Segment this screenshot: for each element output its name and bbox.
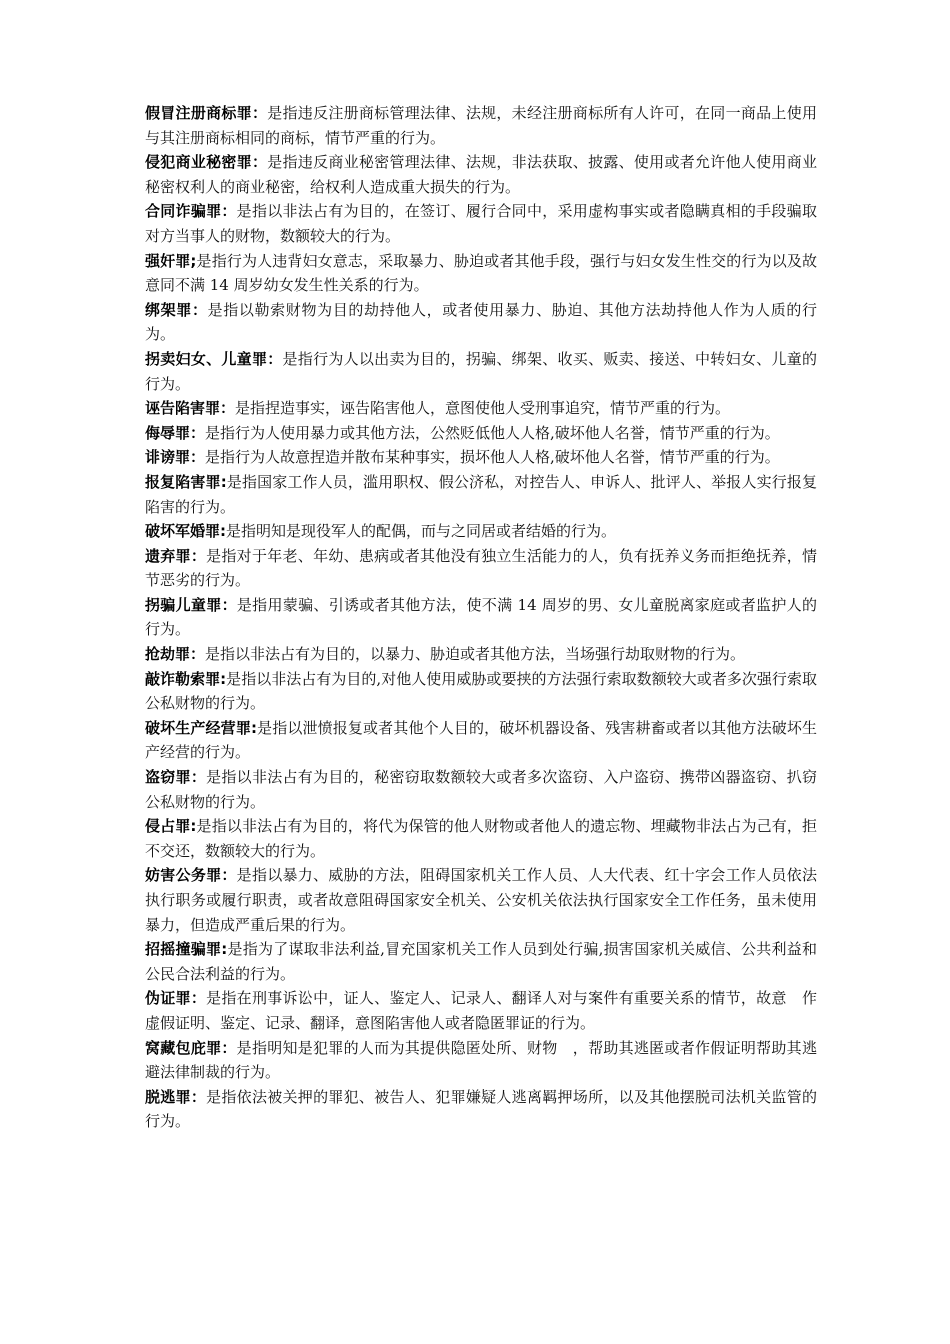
definition-term: 假冒注册商标罪 bbox=[145, 104, 252, 122]
definition-entry bbox=[145, 396, 817, 421]
definition-term: 合同诈骗罪 bbox=[145, 202, 222, 221]
definition-term: 盗窃罪 bbox=[145, 768, 191, 787]
definition-text: 是指违反商业秘密管理法律、法规，非法获取、披露、使用或者允许他人使用商业秘密权利人的商业秘密，给权利人造成重大损失的行为。 bbox=[145, 153, 817, 196]
term-separator: : bbox=[190, 817, 197, 836]
definition-entry bbox=[145, 470, 817, 519]
definition-term: 拐骗儿童罪 bbox=[145, 595, 222, 614]
definition-entry bbox=[145, 593, 817, 642]
definition-term: 遗弃罪 bbox=[145, 546, 191, 565]
term-separator: ： bbox=[221, 1038, 237, 1057]
definition-entry bbox=[145, 765, 817, 814]
term-separator: : bbox=[221, 940, 228, 959]
term-separator: : bbox=[220, 522, 227, 541]
definition-term: 诬告陷害罪 bbox=[145, 399, 221, 418]
definition-text: 是指以勒索财物为目的劫持他人，或者使用暴力、胁迫、其他方法劫持他人作为人质的行为。 bbox=[145, 300, 817, 344]
definition-term: 招摇撞骗罪 bbox=[145, 940, 222, 959]
definitions-list bbox=[145, 101, 817, 1134]
definition-text: 是指明知是犯罪的人而为其提供隐匿处所、财物 ，帮助其逃匿或者作假证明帮助其逃避法律制裁的行为。 bbox=[145, 1038, 817, 1082]
definition-term: 抢劫罪 bbox=[145, 645, 191, 664]
term-separator: ： bbox=[191, 300, 208, 319]
definition-text: 是指以非法占有为目的，秘密窃取数额较大或者多次盗窃、入户盗窃、携带凶器盗窃、扒窃公私财物的行为。 bbox=[145, 768, 817, 811]
definition-text: 是指为了谋取非法利益,冒充国家机关工作人员到处行骗,损害国家机关威信、公共利益和公民合法利益的行为。 bbox=[145, 940, 817, 983]
definition-term: 侮辱罪 bbox=[145, 423, 191, 442]
term-separator: ： bbox=[220, 399, 236, 418]
definition-text: 是指国家工作人员，滥用职权、假公济私，对控告人、申诉人、批评人、举报人实行报复陷害的行为。 bbox=[145, 472, 817, 516]
definition-text: 是指以泄愤报复或者其他个人目的，破坏机器设备、残害耕畜或者以其他方法破坏生产经营的行为。 bbox=[145, 718, 817, 762]
term-separator: ： bbox=[190, 768, 207, 787]
definition-text: 是指以非法占有为目的，在签订、履行合同中，采用虚构事实或者隐瞒真相的手段骗取对方当事人的财物，数额较大的行为。 bbox=[145, 202, 817, 245]
definition-text: 是指行为人以出卖为目的，拐骗、绑架、收买、贩卖、接送、中转妇女、儿童的行为。 bbox=[145, 349, 817, 393]
term-separator: ： bbox=[190, 1087, 207, 1106]
definition-text: 是指捏造事实，诬告陷害他人，意图使他人受刑事追究，情节严重的行为。 bbox=[235, 399, 731, 418]
definition-text: 是指用蒙骗、引诱或者其他方法，使不满 14 周岁的男、女儿童脱离家庭或者监护人的行为。 bbox=[145, 595, 817, 639]
definition-text: 是指行为人使用暴力或其他方法，公然贬低他人人格,破坏他人名誉，情节严重的行为。 bbox=[205, 423, 780, 442]
definition-term: 绑架罪 bbox=[145, 300, 192, 319]
term-separator: ： bbox=[221, 866, 237, 885]
term-separator: : bbox=[250, 718, 257, 737]
definition-text: 是指以暴力、威胁的方法，阻碍国家机关工作人员、人大代表、红十字会工作人员依法执行职务或履行职责，或者故意阻碍国家安全机关、公安机关依法执行国家安全工作任务，虽未使用暴力，但造成严重后果的行为。 bbox=[145, 866, 817, 934]
definition-text: 是指违反注册商标管理法律、法规，未经注册商标所有人许可，在同一商品上使用与其注册商标相同的商标，情节严重的行为。 bbox=[145, 104, 817, 147]
definition-entry bbox=[145, 667, 817, 716]
term-separator: : bbox=[220, 669, 227, 688]
definition-term: 强奸罪 bbox=[145, 251, 191, 270]
definition-entry bbox=[145, 716, 817, 765]
definition-term: 诽谤罪 bbox=[145, 448, 191, 467]
term-separator: ： bbox=[190, 448, 206, 467]
definition-text: 是指以非法占有为目的,对他人使用威胁或要挟的方法强行索取数额较大或者多次强行索取公私财物的行为。 bbox=[145, 669, 817, 713]
definition-entry bbox=[145, 986, 817, 1035]
definition-entry bbox=[145, 150, 817, 199]
definition-entry bbox=[145, 544, 817, 593]
definition-term: 妨害公务罪 bbox=[145, 866, 222, 885]
definition-term: 报复陷害罪 bbox=[145, 472, 221, 491]
definition-text: 是指行为人违背妇女意志，采取暴力、胁迫或者其他手段，强行与妇女发生性交的行为以及故意同不满 14 周岁幼女发生性关系的行为。 bbox=[145, 251, 817, 295]
definition-text: 是指以非法占有为目的，将代为保管的他人财物或者他人的遗忘物、埋藏物非法占为己有，拒不交还，数额较大的行为。 bbox=[145, 817, 817, 860]
definition-entry bbox=[145, 519, 817, 544]
definition-entry bbox=[145, 863, 817, 937]
term-separator: ： bbox=[221, 202, 237, 221]
term-separator: : bbox=[220, 472, 227, 491]
term-separator: ： bbox=[221, 595, 237, 614]
term-separator: ： bbox=[190, 423, 206, 442]
definition-term: 窝藏包庇罪 bbox=[145, 1038, 222, 1057]
definition-entry bbox=[145, 642, 817, 667]
definition-term: 侵占罪 bbox=[145, 817, 191, 836]
definition-term: 伪证罪 bbox=[145, 989, 191, 1008]
definition-entry bbox=[145, 445, 817, 470]
definition-text: 是指在刑事诉讼中，证人、鉴定人、记录人、翻译人对与案件有重要关系的情节，故意 作虚假证明、鉴定、记录、翻译，意图陷害他人或者隐匿罪证的行为。 bbox=[145, 989, 817, 1032]
definition-entry bbox=[145, 937, 817, 986]
definition-text: 是指明知是现役军人的配偶，而与之同居或者结婚的行为。 bbox=[226, 522, 617, 541]
definition-entry bbox=[145, 1036, 817, 1085]
term-separator: ： bbox=[190, 546, 207, 565]
definition-term: 脱逃罪 bbox=[145, 1087, 191, 1106]
definition-entry bbox=[145, 101, 817, 150]
definition-term: 侵犯商业秘密罪 bbox=[145, 153, 252, 172]
definition-term: 敲诈勒索罪 bbox=[145, 669, 221, 688]
definition-term: 破坏生产经营罪 bbox=[145, 718, 251, 737]
definition-text: 是指依法被关押的罪犯、被告人、犯罪嫌疑人逃离羁押场所，以及其他摆脱司法机关监管的行为。 bbox=[145, 1087, 817, 1131]
term-separator: ： bbox=[190, 989, 207, 1008]
definition-text: 是指以非法占有为目的，以暴力、胁迫或者其他方法，当场强行劫取财物的行为。 bbox=[205, 645, 746, 664]
definition-entry bbox=[145, 249, 817, 298]
definition-text: 是指行为人故意捏造并散布某种事实，损坏他人人格,破坏他人名誉，情节严重的行为。 bbox=[205, 448, 780, 467]
definition-text: 是指对于年老、年幼、患病或者其他没有独立生活能力的人，负有抚养义务而拒绝抚养，情节恶劣的行为。 bbox=[145, 546, 817, 590]
definition-entry bbox=[145, 814, 817, 863]
term-separator: ： bbox=[251, 153, 268, 172]
definition-term: 拐卖妇女、儿童罪 bbox=[145, 349, 268, 368]
definition-entry bbox=[145, 298, 817, 347]
term-separator: ： bbox=[190, 645, 206, 664]
definition-entry bbox=[145, 199, 817, 248]
term-separator: ： bbox=[251, 104, 268, 122]
term-separator: ： bbox=[267, 349, 283, 368]
definition-entry bbox=[145, 421, 817, 446]
definition-entry bbox=[145, 347, 817, 396]
definition-term: 破坏军婚罪 bbox=[145, 522, 221, 541]
definition-entry bbox=[145, 1085, 817, 1134]
term-separator: ; bbox=[190, 251, 197, 270]
